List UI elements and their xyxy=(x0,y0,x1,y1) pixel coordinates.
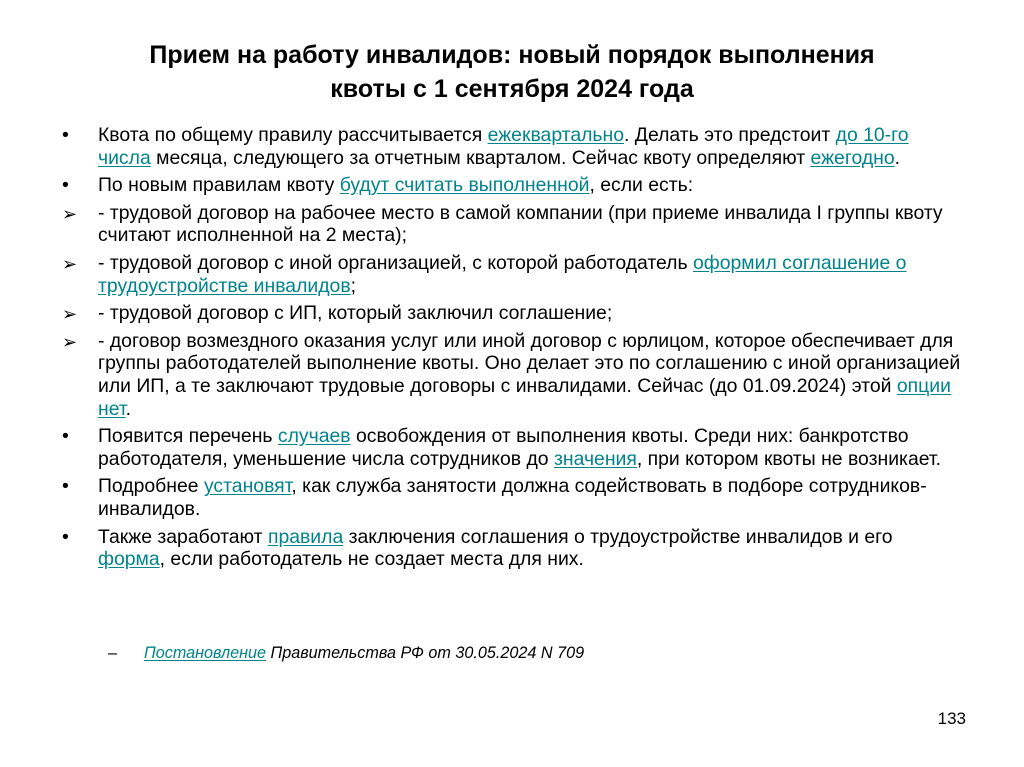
title-line-2: квоты с 1 сентября 2024 года xyxy=(330,75,694,103)
list-item xyxy=(62,526,962,571)
title-line-1: Прием на работу инвалидов: новый порядок выполнения xyxy=(149,41,875,69)
text-fragment: , как служба занятости должна содействовать в подборе сотрудников-инвалидов. xyxy=(98,475,927,520)
sub-list-item xyxy=(62,252,962,297)
text-fragment: , если работодатель не создает места для них. xyxy=(159,548,584,571)
inline-link[interactable]: форма xyxy=(98,548,160,571)
list-item-text xyxy=(98,526,893,571)
source-dash: – xyxy=(108,644,118,662)
source-text: Правительства РФ от 30.05.2024 N 709 xyxy=(266,644,585,662)
inline-link[interactable]: правила xyxy=(267,525,344,548)
inline-link[interactable]: будут считать выполненной xyxy=(339,174,590,197)
list-item xyxy=(62,475,962,520)
inline-link[interactable]: случаев xyxy=(277,425,351,448)
source-link[interactable]: Постановление xyxy=(144,644,266,662)
source-reference xyxy=(108,644,584,663)
inline-link[interactable]: значения xyxy=(553,447,637,470)
text-fragment: По новым правилам квоту xyxy=(98,174,340,197)
list-item-text xyxy=(98,252,906,297)
inline-link[interactable]: до 10-го числа xyxy=(98,124,909,169)
list-item-text xyxy=(98,302,612,324)
text-fragment: - трудовой договор с ИП, который заключил соглашение; xyxy=(98,302,613,325)
text-fragment: , если есть: xyxy=(589,174,694,197)
text-fragment: месяца, следующего за отчетным кварталом. Сейчас квоту определяют xyxy=(150,146,811,169)
bullet-icon: • xyxy=(62,124,69,146)
slide-title xyxy=(70,38,954,106)
inline-link[interactable]: оформил соглашение о трудоустройстве инвалидов xyxy=(98,251,907,297)
sub-list-item xyxy=(62,202,962,247)
list-item-text xyxy=(98,425,941,470)
inline-link[interactable]: ежеквартально xyxy=(487,124,625,146)
page-number: 133 xyxy=(937,709,966,728)
text-fragment: заключения соглашения о трудоустройстве инвалидов и его xyxy=(343,525,893,548)
list-item xyxy=(62,124,962,169)
text-fragment: освобождения от выполнения квоты. Среди них: банкротство работодателя, уменьшение числа сотрудников до xyxy=(98,425,909,470)
bullet-icon: • xyxy=(62,525,69,548)
arrow-bullet-icon: ➢ xyxy=(62,331,78,352)
arrow-bullet-icon: ➢ xyxy=(62,253,78,274)
list-item-text xyxy=(98,202,943,247)
bullet-icon: • xyxy=(62,174,69,197)
bullet-icon: • xyxy=(62,425,69,448)
text-fragment: Квота по общему правилу рассчитывается xyxy=(98,124,488,146)
text-fragment: ; xyxy=(350,274,357,297)
list-item-text xyxy=(98,330,960,420)
list-item-text xyxy=(98,475,927,520)
sub-list-item xyxy=(62,302,962,325)
text-fragment: , при котором квоты не возникает. xyxy=(636,447,941,470)
inline-link[interactable]: опции нет xyxy=(98,374,951,420)
text-fragment: - договор возмездного оказания услуг или иной договор с юрлицом, которое обеспечивает для группы работодателей выполнение квоты. Оно делает это по соглашению с иной организацией или ИП, а те заключают трудовые договоры с инвалидами. Сейчас (до 01.09.2024) этой xyxy=(98,329,961,397)
text-fragment: Также заработают xyxy=(98,525,268,548)
list-item-text xyxy=(98,124,909,169)
bullet-icon: • xyxy=(62,475,69,498)
arrow-bullet-icon: ➢ xyxy=(62,304,78,325)
inline-link[interactable]: установят xyxy=(203,475,292,498)
text-fragment: Подробнее xyxy=(98,475,204,498)
text-fragment: - трудовой договор с иной организацией, с которой работодатель xyxy=(98,251,693,274)
arrow-bullet-icon: ➢ xyxy=(62,203,78,224)
list-item xyxy=(62,425,962,470)
text-fragment: Появится перечень xyxy=(98,425,278,448)
sub-list-item xyxy=(62,330,962,420)
inline-link[interactable]: ежегодно xyxy=(810,146,895,169)
bullet-list xyxy=(62,124,962,576)
text-fragment: . Делать это предстоит xyxy=(624,124,836,146)
text-fragment: - трудовой договор на рабочее место в самой компании (при приеме инвалида I группы квоту считают исполненной на 2 места); xyxy=(98,201,943,247)
text-fragment: . xyxy=(125,397,131,420)
list-item xyxy=(62,174,962,197)
text-fragment: . xyxy=(894,146,901,169)
list-item-text xyxy=(98,174,693,196)
